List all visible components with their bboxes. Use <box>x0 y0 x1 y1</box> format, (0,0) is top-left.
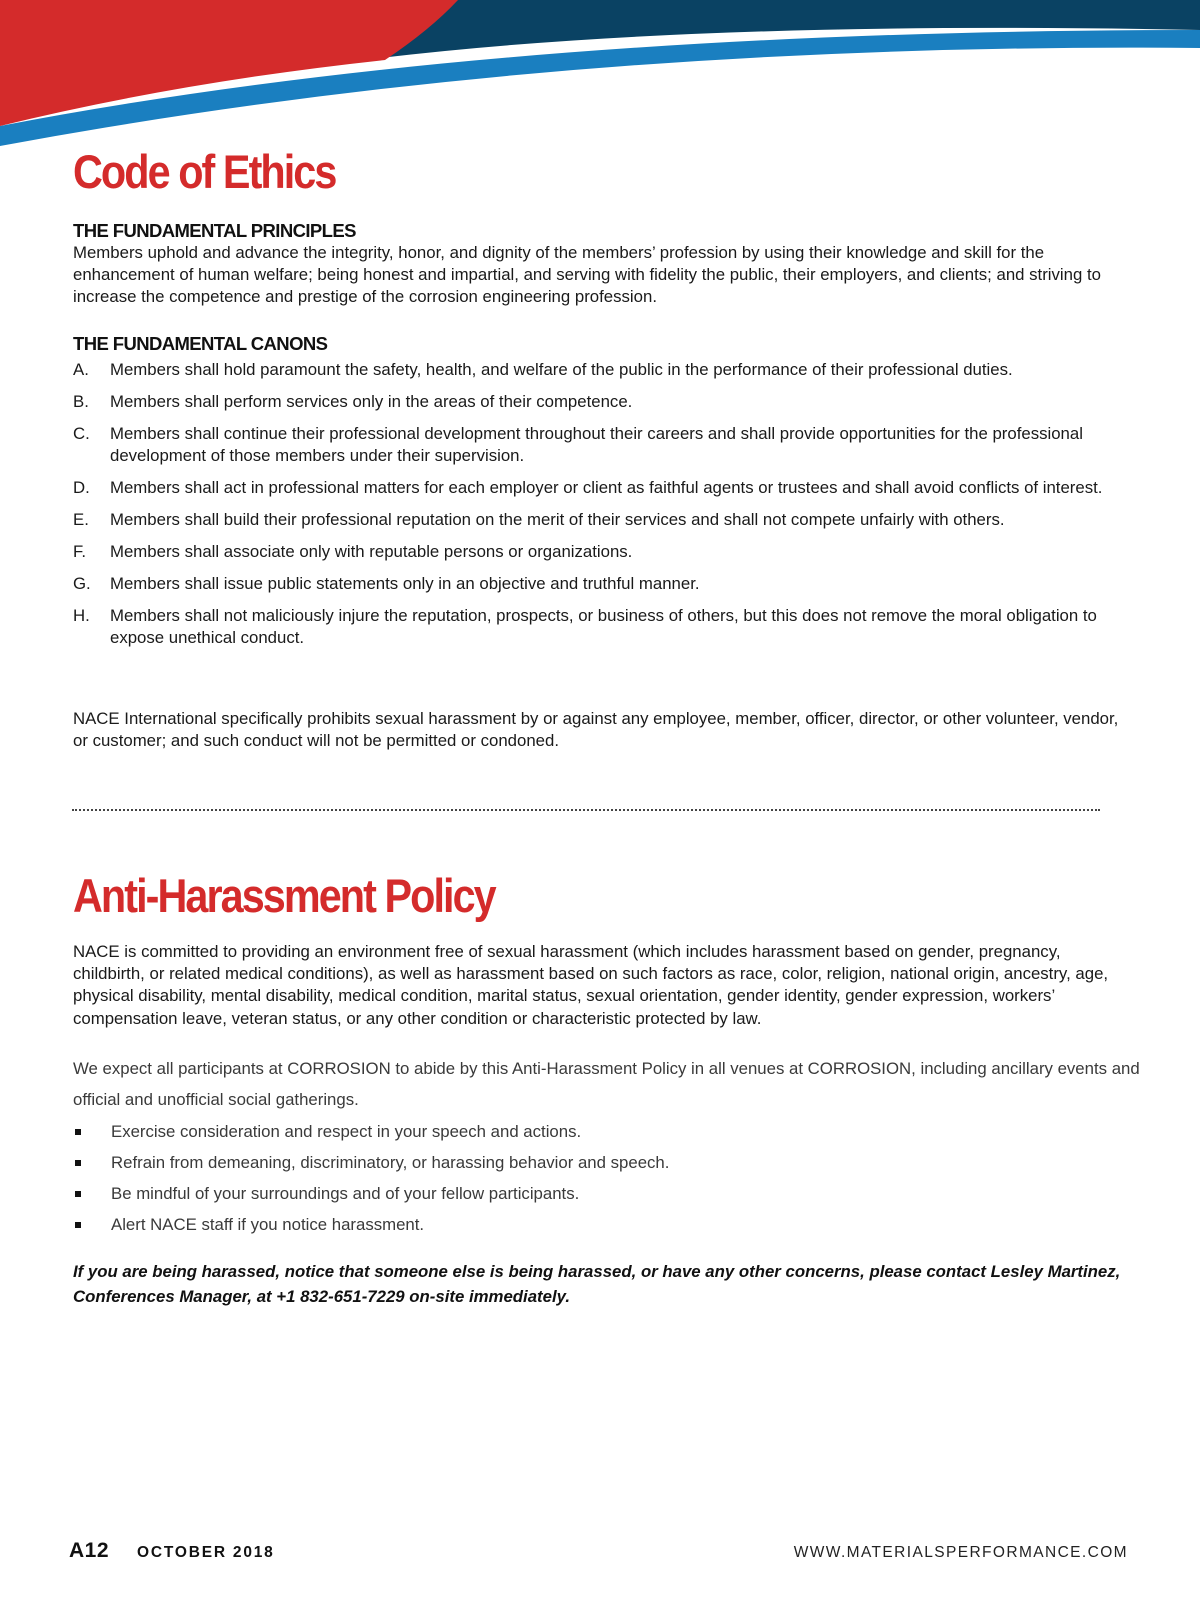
canon-letter: A. <box>73 360 89 379</box>
harassment-statement: NACE International specifically prohibits sexual harassment by or against any employee, member, officer, director, or other volunteer, vendor, or customer; and such conduct will not be permitted or condoned. <box>73 709 1119 751</box>
header-swoosh-graphic <box>0 0 1200 160</box>
bullet-text: Alert NACE staff if you notice harassment. <box>111 1215 425 1234</box>
square-bullet-icon <box>75 1129 81 1135</box>
policy-intro: NACE is committed to providing an environment free of sexual harassment (which includes harassment based on gender, pregnancy, childbirth, or related medical conditions), as well as harassment based on such factors as race, color, religion, national origin, ancestry, age, physical disability, mental disability, medical condition, marital status, sexual orientation, gender identity, gender expression, workers’ compensation leave, veteran status, or any other condition or characteristic protected by law. <box>73 942 1109 1028</box>
list-item <box>73 1209 669 1240</box>
canon-text: Members shall not maliciously injure the reputation, prospects, or business of others, but this does not remove the moral obligation to expose unethical conduct. <box>110 606 1097 648</box>
canon-text: Members shall perform services only in the areas of their competence. <box>110 392 633 411</box>
canon-item <box>73 605 1143 649</box>
canon-letter: G. <box>73 574 91 594</box>
contact-notice: If you are being harassed, notice that someone else is being harassed, or have any other concerns, please contact Lesley Martinez, Conferences Manager, at +1 832-651-7229 on-site immediately. <box>73 1262 1121 1306</box>
page-number: A12 <box>69 1539 110 1562</box>
canon-item <box>73 541 1143 563</box>
square-bullet-icon <box>75 1222 81 1228</box>
canon-item <box>73 359 1143 381</box>
square-bullet-icon <box>75 1191 81 1197</box>
principles-text: Members uphold and advance the integrity, honor, and dignity of the members’ profession by using their knowledge and skill for the enhancement of human welfare; being honest and impartial, and serving with fidelity the public, their employers, and clients; and striving to increase the competence and prestige of the corrosion engineering profession. <box>73 243 1101 307</box>
canon-item <box>73 423 1143 467</box>
list-item <box>73 1147 669 1178</box>
policy-bullet-list <box>73 1116 669 1240</box>
canon-text: Members shall act in professional matters for each employer or client as faithful agents or trustees and shall avoid conflicts of interest. <box>110 478 1103 498</box>
issue-date: OCTOBER 2018 <box>137 1544 275 1561</box>
bullet-text: Exercise consideration and respect in your speech and actions. <box>111 1122 582 1141</box>
code-of-ethics-title: Code of Ethics <box>73 145 336 198</box>
bullet-text: Refrain from demeaning, discriminatory, or harassing behavior and speech. <box>111 1153 670 1172</box>
list-item <box>73 1116 669 1147</box>
canon-letter: B. <box>73 392 89 411</box>
square-bullet-icon <box>75 1160 81 1166</box>
canon-item <box>73 391 1143 413</box>
canon-letter: H. <box>73 606 90 626</box>
canon-text: Members shall issue public statements only in an objective and truthful manner. <box>110 574 700 594</box>
website-url: WWW.MATERIALSPERFORMANCE.COM <box>793 1544 1128 1561</box>
canon-letter: C. <box>73 424 90 443</box>
canon-item <box>73 509 1143 531</box>
canon-text: Members shall continue their professional development throughout their careers and shall provide opportunities for the professional development of those members under their supervision. <box>110 424 1083 466</box>
anti-harassment-title: Anti-Harassment Policy <box>73 869 495 922</box>
section-divider <box>72 809 1100 811</box>
canons-heading: THE FUNDAMENTAL CANONS <box>73 333 328 354</box>
canon-text: Members shall build their professional reputation on the merit of their services and shall not compete unfairly with others. <box>110 510 1005 530</box>
canon-text: Members shall hold paramount the safety, health, and welfare of the public in the performance of their professional duties. <box>110 360 1013 379</box>
canon-letter: F. <box>73 542 87 562</box>
list-item <box>73 1178 669 1209</box>
bullet-text: Be mindful of your surroundings and of your fellow participants. <box>111 1184 580 1203</box>
canon-text: Members shall associate only with reputable persons or organizations. <box>110 542 633 562</box>
canons-list <box>73 359 1143 659</box>
principles-heading: THE FUNDAMENTAL PRINCIPLES <box>73 220 356 241</box>
canon-letter: D. <box>73 478 90 498</box>
canon-item <box>73 477 1143 499</box>
canon-item <box>73 573 1143 595</box>
canon-letter: E. <box>73 510 89 530</box>
policy-expectation: We expect all participants at CORROSION to abide by this Anti-Harassment Policy in all venues at CORROSION, including ancillary events and official and unofficial social gatherings. <box>73 1059 1140 1109</box>
